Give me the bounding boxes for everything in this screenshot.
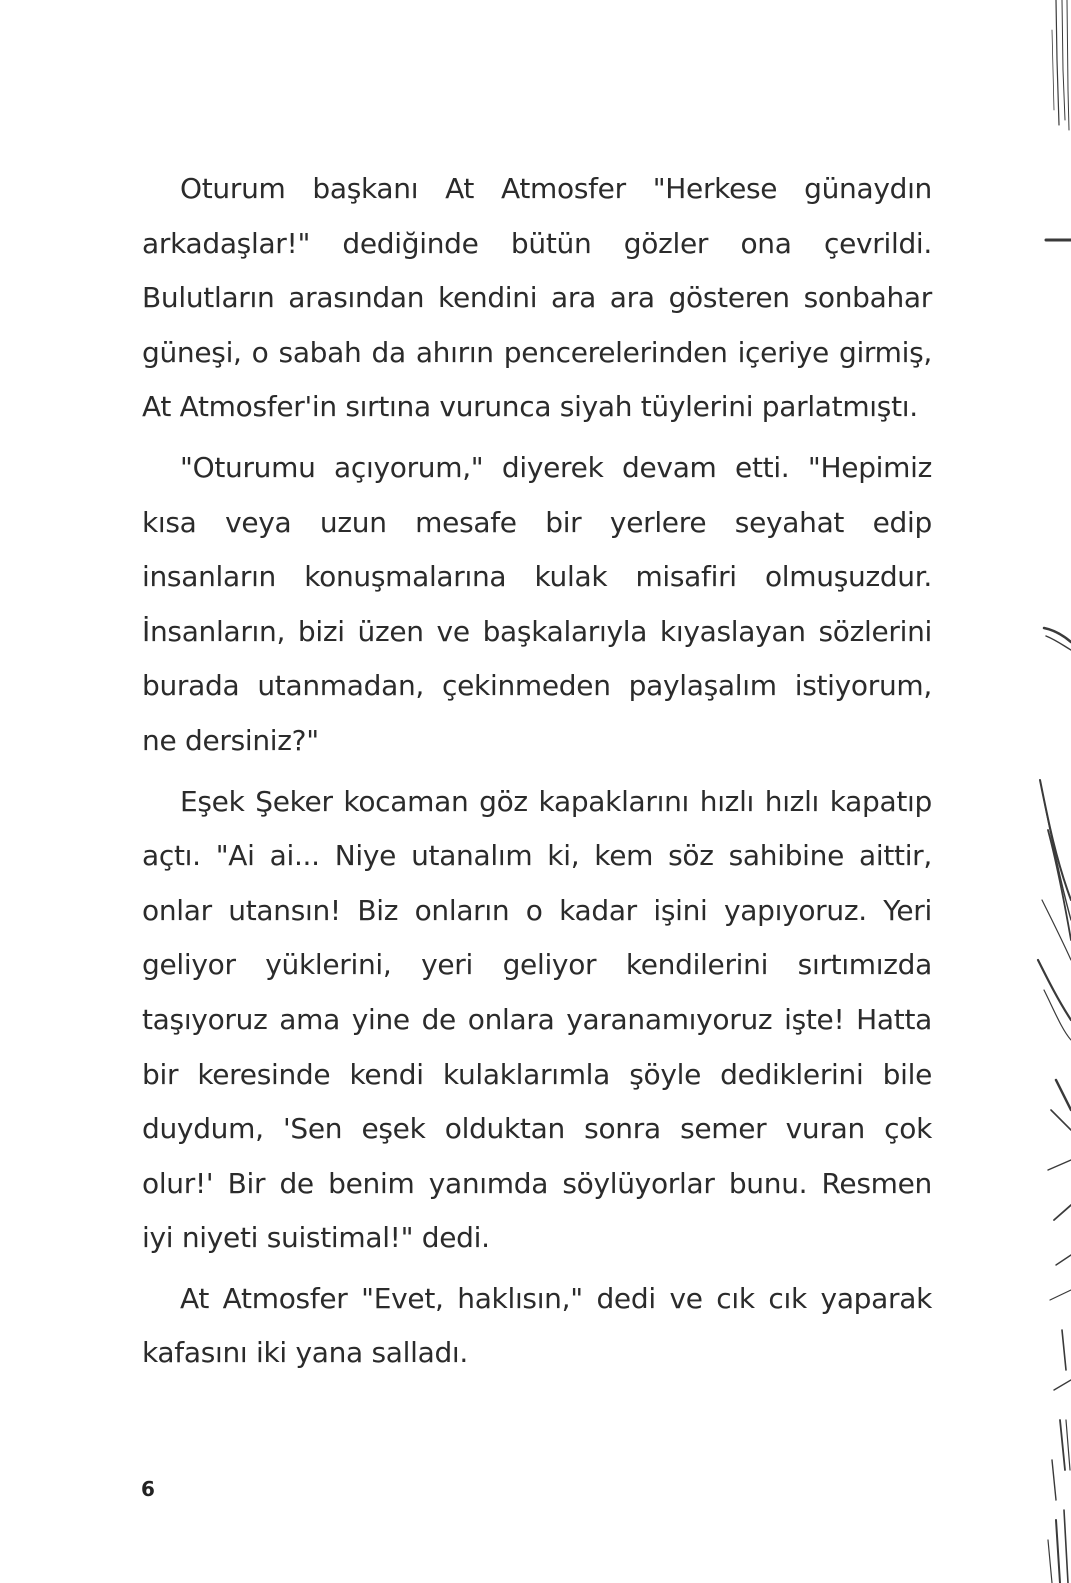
- paragraph-1: Oturum başkanı At Atmosfer "Herkese günaydın arkadaşlar!" dediğinde bütün gözler ona çevrildi. Bulutların arasından kendini ara ara gösteren sonbahar güneşi, o sabah da ahırın pencerelerinden içeriye girmiş, At Atmosfer'in sırtına vurunca siyah tüylerini parlatmıştı.: [142, 172, 932, 424]
- paragraph-2: "Oturumu açıyorum," diyerek devam etti. "Hepimiz kısa veya uzun mesafe bir yerlere seyahat edip insanların konuşmalarına kulak misafiri olmuşuzdur. İnsanların, bizi üzen ve başkalarıyla kıyaslayan sözlerini burada utanmadan, çekinmeden paylaşalım istiyorum, ne dersiniz?": [142, 450, 932, 757]
- page-number: 6: [141, 1477, 155, 1501]
- paragraph-3: Eşek Şeker kocaman göz kapaklarını hızlı hızlı kapatıp açtı. "Ai ai... Niye utanalım ki, kem söz sahibine aittir, onlar utansın! Biz onların o kadar işini yapıyoruz. Yeri geliyor yüklerini, yeri geliyor kendilerini sırtımızda taşıyoruz ama yine de onlara yaranamıyoruz işte! Hatta bir keresinde kendi kulaklarımla şöyle dediklerini bile duydum, 'Sen eşek olduktan sonra semer vuran çok olur!' Bir de benim yanımda söylüyorlar bunu. Resmen iyi niyeti suistimal!" dedi.: [142, 784, 932, 1255]
- body-text: [142, 162, 932, 1387]
- edge-sketch-illustration: [1026, 0, 1071, 1583]
- paragraph-4: At Atmosfer "Evet, haklısın," dedi ve cık cık yaparak kafasını iki yana salladı.: [142, 1281, 932, 1370]
